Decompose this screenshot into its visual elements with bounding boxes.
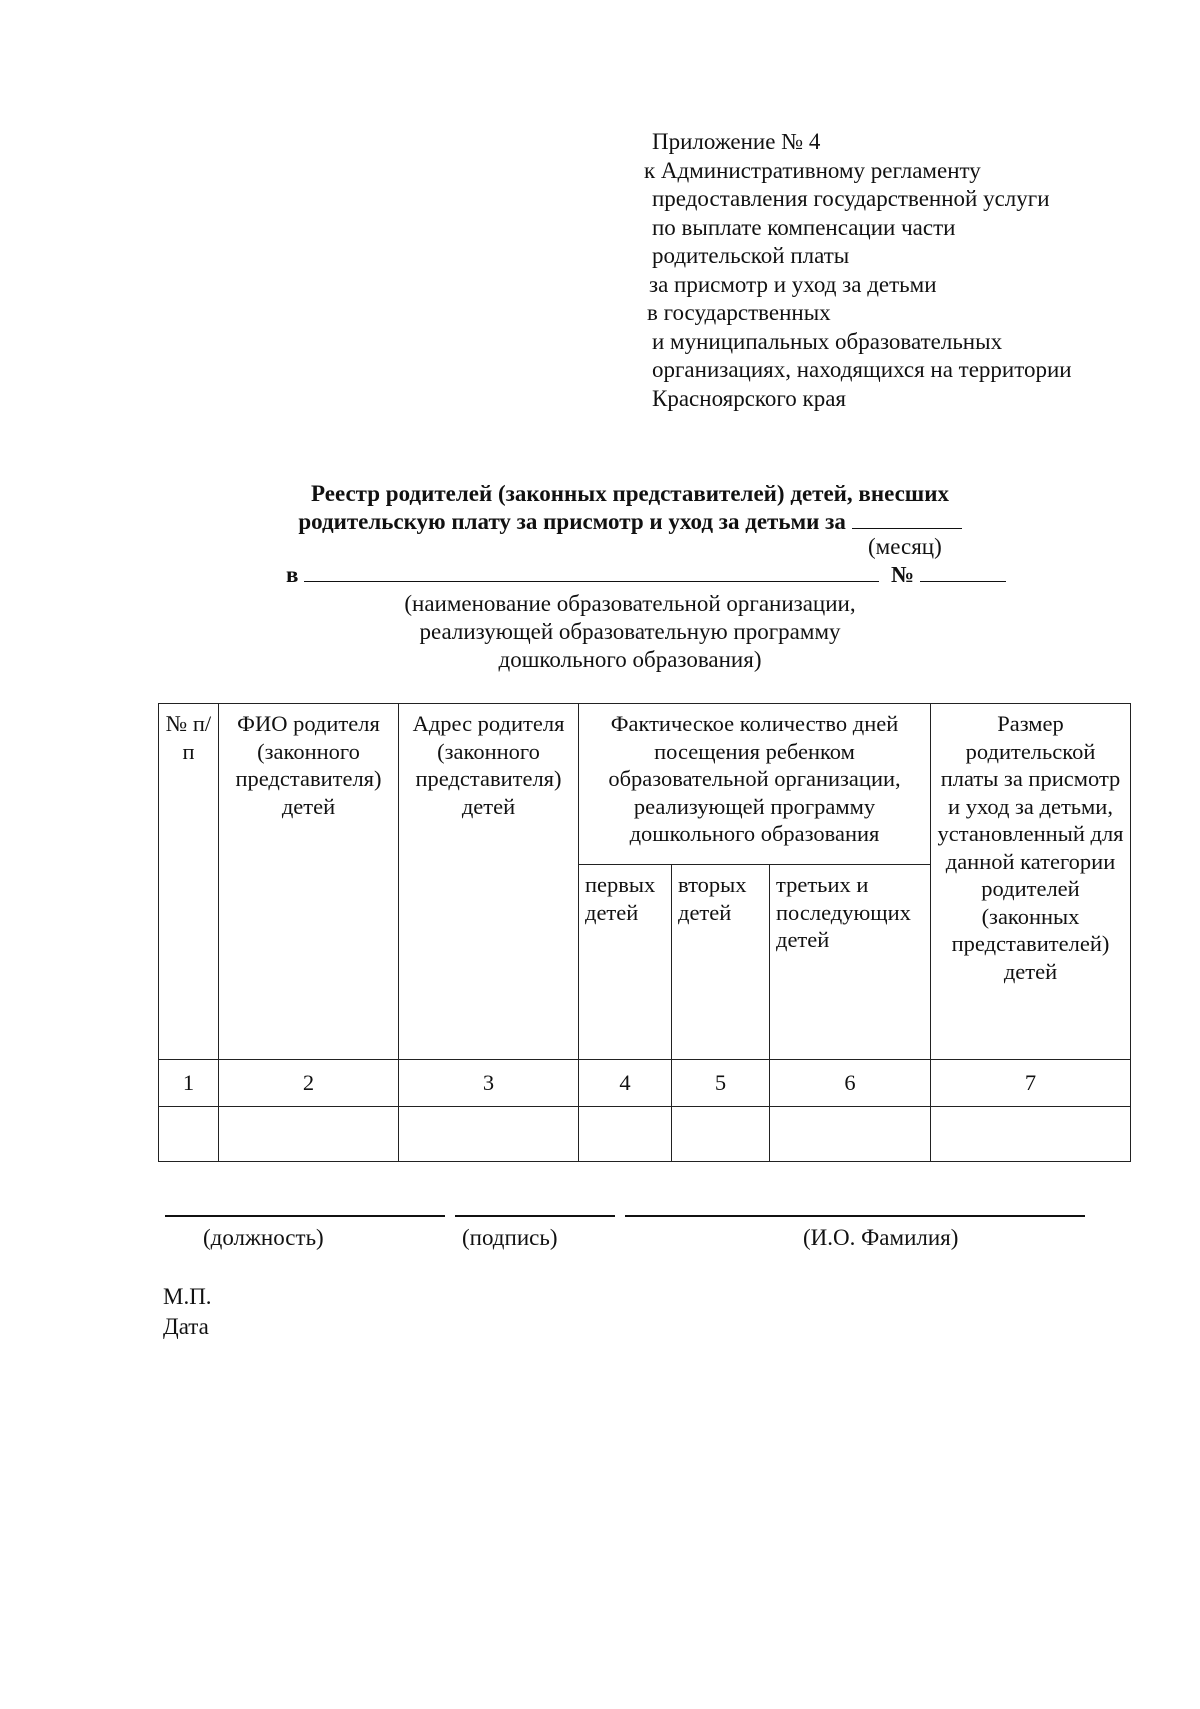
org-caption-line: дошкольного образования) (498, 647, 762, 672)
empty-cell (219, 1107, 399, 1162)
name-signature-line (625, 1215, 1085, 1217)
month-blank-line (852, 528, 962, 529)
column-number: 7 (931, 1060, 1131, 1107)
month-caption: (месяц) (868, 534, 942, 559)
appendix-line: к Административному регламенту (644, 157, 981, 183)
appendix-block (644, 128, 1072, 413)
empty-data-row (159, 1107, 1131, 1162)
empty-cell (579, 1107, 672, 1162)
column-number: 1 (159, 1060, 219, 1107)
header-row (159, 704, 1131, 865)
title-line-2 (270, 508, 990, 536)
column-number: 3 (399, 1060, 579, 1107)
header-third-children: третьих и последующих детей (770, 865, 931, 1060)
number-sign: № (890, 562, 915, 587)
position-signature-line (165, 1215, 445, 1217)
header-fee: Размер родительской платы за присмотр и уход за детьми, установленный для данной категории родителей (законных представителей) детей (931, 704, 1131, 1060)
header-days: Фактическое количество дней посещения ребенком образовательной организации, реализующей программу дошкольного образования (579, 704, 931, 865)
title-line-1: Реестр родителей (законных представителей) детей, внесших (311, 481, 949, 506)
column-number-row (159, 1060, 1131, 1107)
name-label: (И.О. Фамилия) (803, 1225, 959, 1250)
organization-row (286, 562, 1006, 588)
appendix-line: и муниципальных образовательных (652, 328, 1003, 354)
number-blank-line (920, 581, 1006, 582)
column-number: 5 (672, 1060, 770, 1107)
appendix-line: Красноярского края (652, 385, 846, 411)
empty-cell (672, 1107, 770, 1162)
signature-line (455, 1215, 615, 1217)
appendix-line: в государственных (647, 300, 831, 325)
title-line-2-text: родительскую плату за присмотр и уход за детьми за (298, 509, 846, 534)
column-number: 4 (579, 1060, 672, 1107)
appendix-line: организациях, находящихся на территории (652, 357, 1072, 382)
appendix-line: Приложение № 4 (652, 129, 821, 154)
header-num: № п/п (159, 704, 219, 1060)
empty-cell (770, 1107, 931, 1162)
appendix-line: за присмотр и уход за детьми (649, 271, 937, 297)
org-caption-line: реализующей образовательную программу (419, 619, 841, 644)
date-label: Дата (163, 1314, 209, 1339)
header-first-children: первых детей (579, 865, 672, 1060)
org-prefix: в (286, 562, 299, 587)
column-number: 2 (219, 1060, 399, 1107)
header-second-children: вторых детей (672, 865, 770, 1060)
organization-caption (310, 590, 950, 674)
signature-label: (подпись) (462, 1225, 558, 1250)
position-label: (должность) (203, 1225, 324, 1250)
appendix-line: по выплате компенсации части (652, 214, 956, 240)
header-fio: ФИО родителя (законного представителя) детей (219, 704, 399, 1060)
column-number: 6 (770, 1060, 931, 1107)
appendix-line: предоставления государственной услуги (652, 186, 1050, 211)
empty-cell (159, 1107, 219, 1162)
registry-table (158, 703, 1131, 1162)
stamp-place-label: М.П. (163, 1284, 212, 1309)
stamp-block (163, 1282, 212, 1342)
empty-cell (931, 1107, 1131, 1162)
organization-blank-line (304, 581, 879, 582)
appendix-line: родительской платы (652, 243, 850, 268)
document-title (270, 480, 990, 536)
empty-cell (399, 1107, 579, 1162)
header-address: Адрес родителя (законного представителя) детей (399, 704, 579, 1060)
org-caption-line: (наименование образовательной организации, (404, 591, 856, 616)
